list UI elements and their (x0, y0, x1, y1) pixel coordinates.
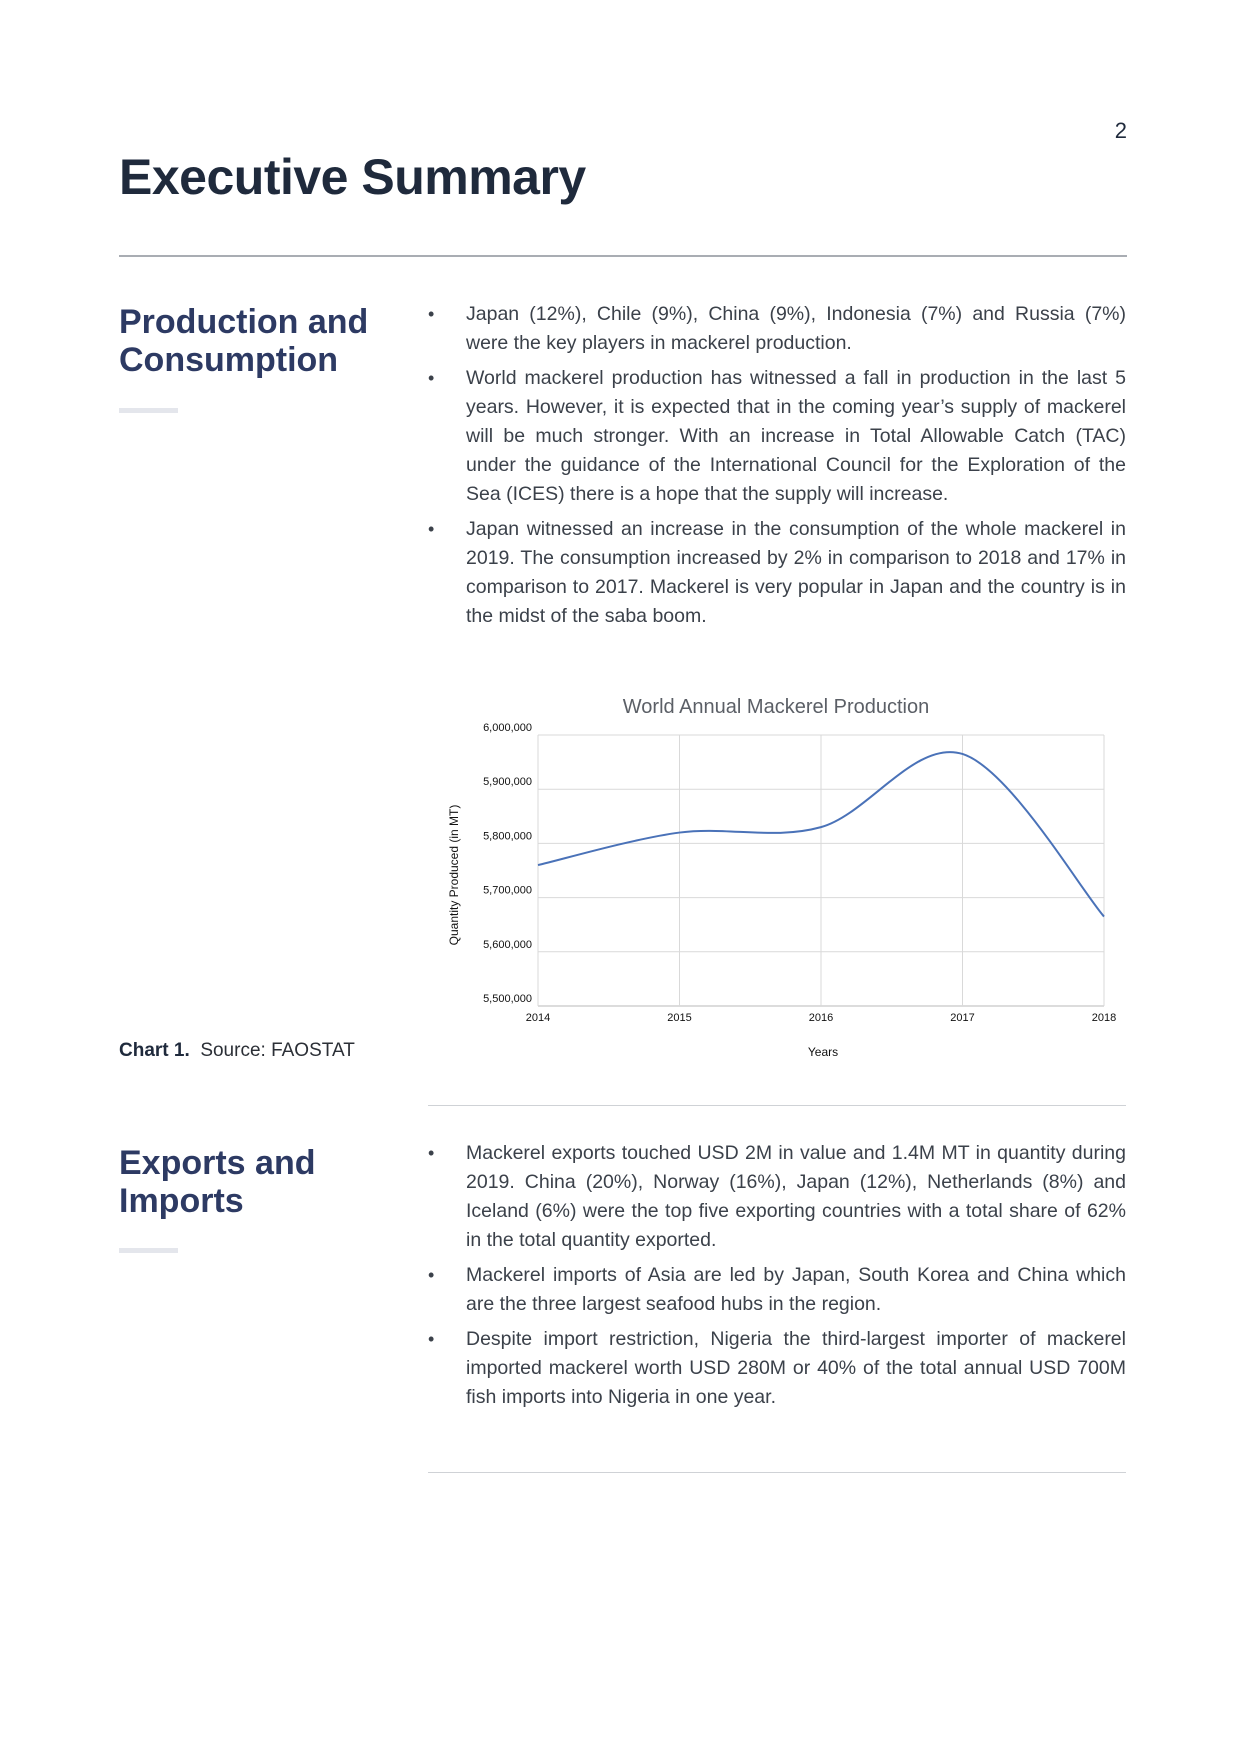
section-divider (428, 1105, 1126, 1106)
bullet-dot-icon: • (428, 304, 435, 324)
bullet-text: Despite import restriction, Nigeria the third-largest importer of mackerel imported mackerel worth USD 280M or 40% of the total annual USD 700M fish imports into Nigeria in one year. (466, 1328, 1126, 1408)
exports-heading-accent (119, 1248, 178, 1253)
y-tick-label: 5,600,000 (483, 938, 532, 951)
y-tick-label: 5,700,000 (483, 884, 532, 897)
bullet-item (428, 364, 1126, 509)
chart-x-axis-label: Years (807, 1045, 839, 1059)
production-heading-accent (119, 408, 178, 413)
bullet-dot-icon: • (428, 1265, 435, 1285)
x-tick-label: 2014 (525, 1012, 551, 1024)
x-tick-label: 2015 (667, 1012, 692, 1024)
exports-bullet-list (428, 1139, 1126, 1418)
production-chart (428, 684, 1128, 1069)
bullet-text: Japan (12%), Chile (9%), China (9%), Indonesia (7%) and Russia (7%) were the key players in mackerel production. (466, 303, 1126, 354)
bullet-dot-icon: • (428, 368, 435, 388)
production-bullet-list (428, 300, 1126, 637)
x-tick-label: 2016 (808, 1012, 834, 1024)
y-tick-label: 5,900,000 (483, 776, 532, 789)
bullet-item (428, 300, 1126, 358)
bullet-dot-icon: • (428, 1143, 435, 1163)
bullet-text: Japan witnessed an increase in the consumption of the whole mackerel in 2019. The consumption increased by 2% in comparison to 2018 and 17% in comparison to 2017. Mackerel is very popular in Japan and the country is in the midst of the saba boom. (466, 518, 1126, 627)
bullet-item (428, 1325, 1126, 1412)
bullet-item (428, 1261, 1126, 1319)
bullet-text: Mackerel imports of Asia are led by Japan, South Korea and China which are the three largest seafood hubs in the region. (466, 1264, 1126, 1315)
bullet-dot-icon: • (428, 1329, 435, 1349)
bullet-item (428, 1139, 1126, 1255)
chart-y-axis-label: Quantity Produced (in MT) (447, 804, 461, 946)
bullet-item (428, 515, 1126, 631)
title-divider (119, 255, 1127, 257)
chart-caption-source: Source: FAOSTAT (200, 1040, 355, 1061)
bullet-text: Mackerel exports touched USD 2M in value and 1.4M MT in quantity during 2019. China (20%), Norway (16%), Japan (12%), Netherlands (8%) and Iceland (6%) were the top five exporting countries with a total share of 62% in the total quantity exported. (466, 1142, 1126, 1251)
production-chart-svg (428, 684, 1128, 1064)
chart-ticks (483, 722, 1116, 1024)
exports-heading: Exports and Imports (119, 1144, 316, 1220)
page-title: Executive Summary (119, 149, 586, 205)
bottom-divider (428, 1472, 1126, 1473)
chart-title: World Annual Mackerel Production (622, 696, 930, 718)
production-heading: Production and Consumption (119, 303, 369, 379)
y-tick-label: 5,800,000 (483, 830, 532, 843)
page-number: 2 (1114, 118, 1127, 143)
bullet-dot-icon: • (428, 519, 435, 539)
x-tick-label: 2017 (950, 1012, 975, 1024)
x-tick-label: 2018 (1091, 1012, 1117, 1024)
y-tick-label: 5,500,000 (483, 993, 532, 1005)
chart-caption (119, 1040, 355, 1062)
y-tick-label: 6,000,000 (483, 722, 532, 734)
chart-grid (538, 735, 1104, 1006)
bullet-text: World mackerel production has witnessed a fall in production in the last 5 years. However, it is expected that in the coming year’s supply of mackerel will be much stronger. With an increase in Total Allowable Catch (TAC) under the guidance of the International Council for the Exploration of the Sea (ICES) there is a hope that the supply will increase. (466, 367, 1126, 505)
chart-caption-label: Chart 1. (119, 1040, 190, 1061)
